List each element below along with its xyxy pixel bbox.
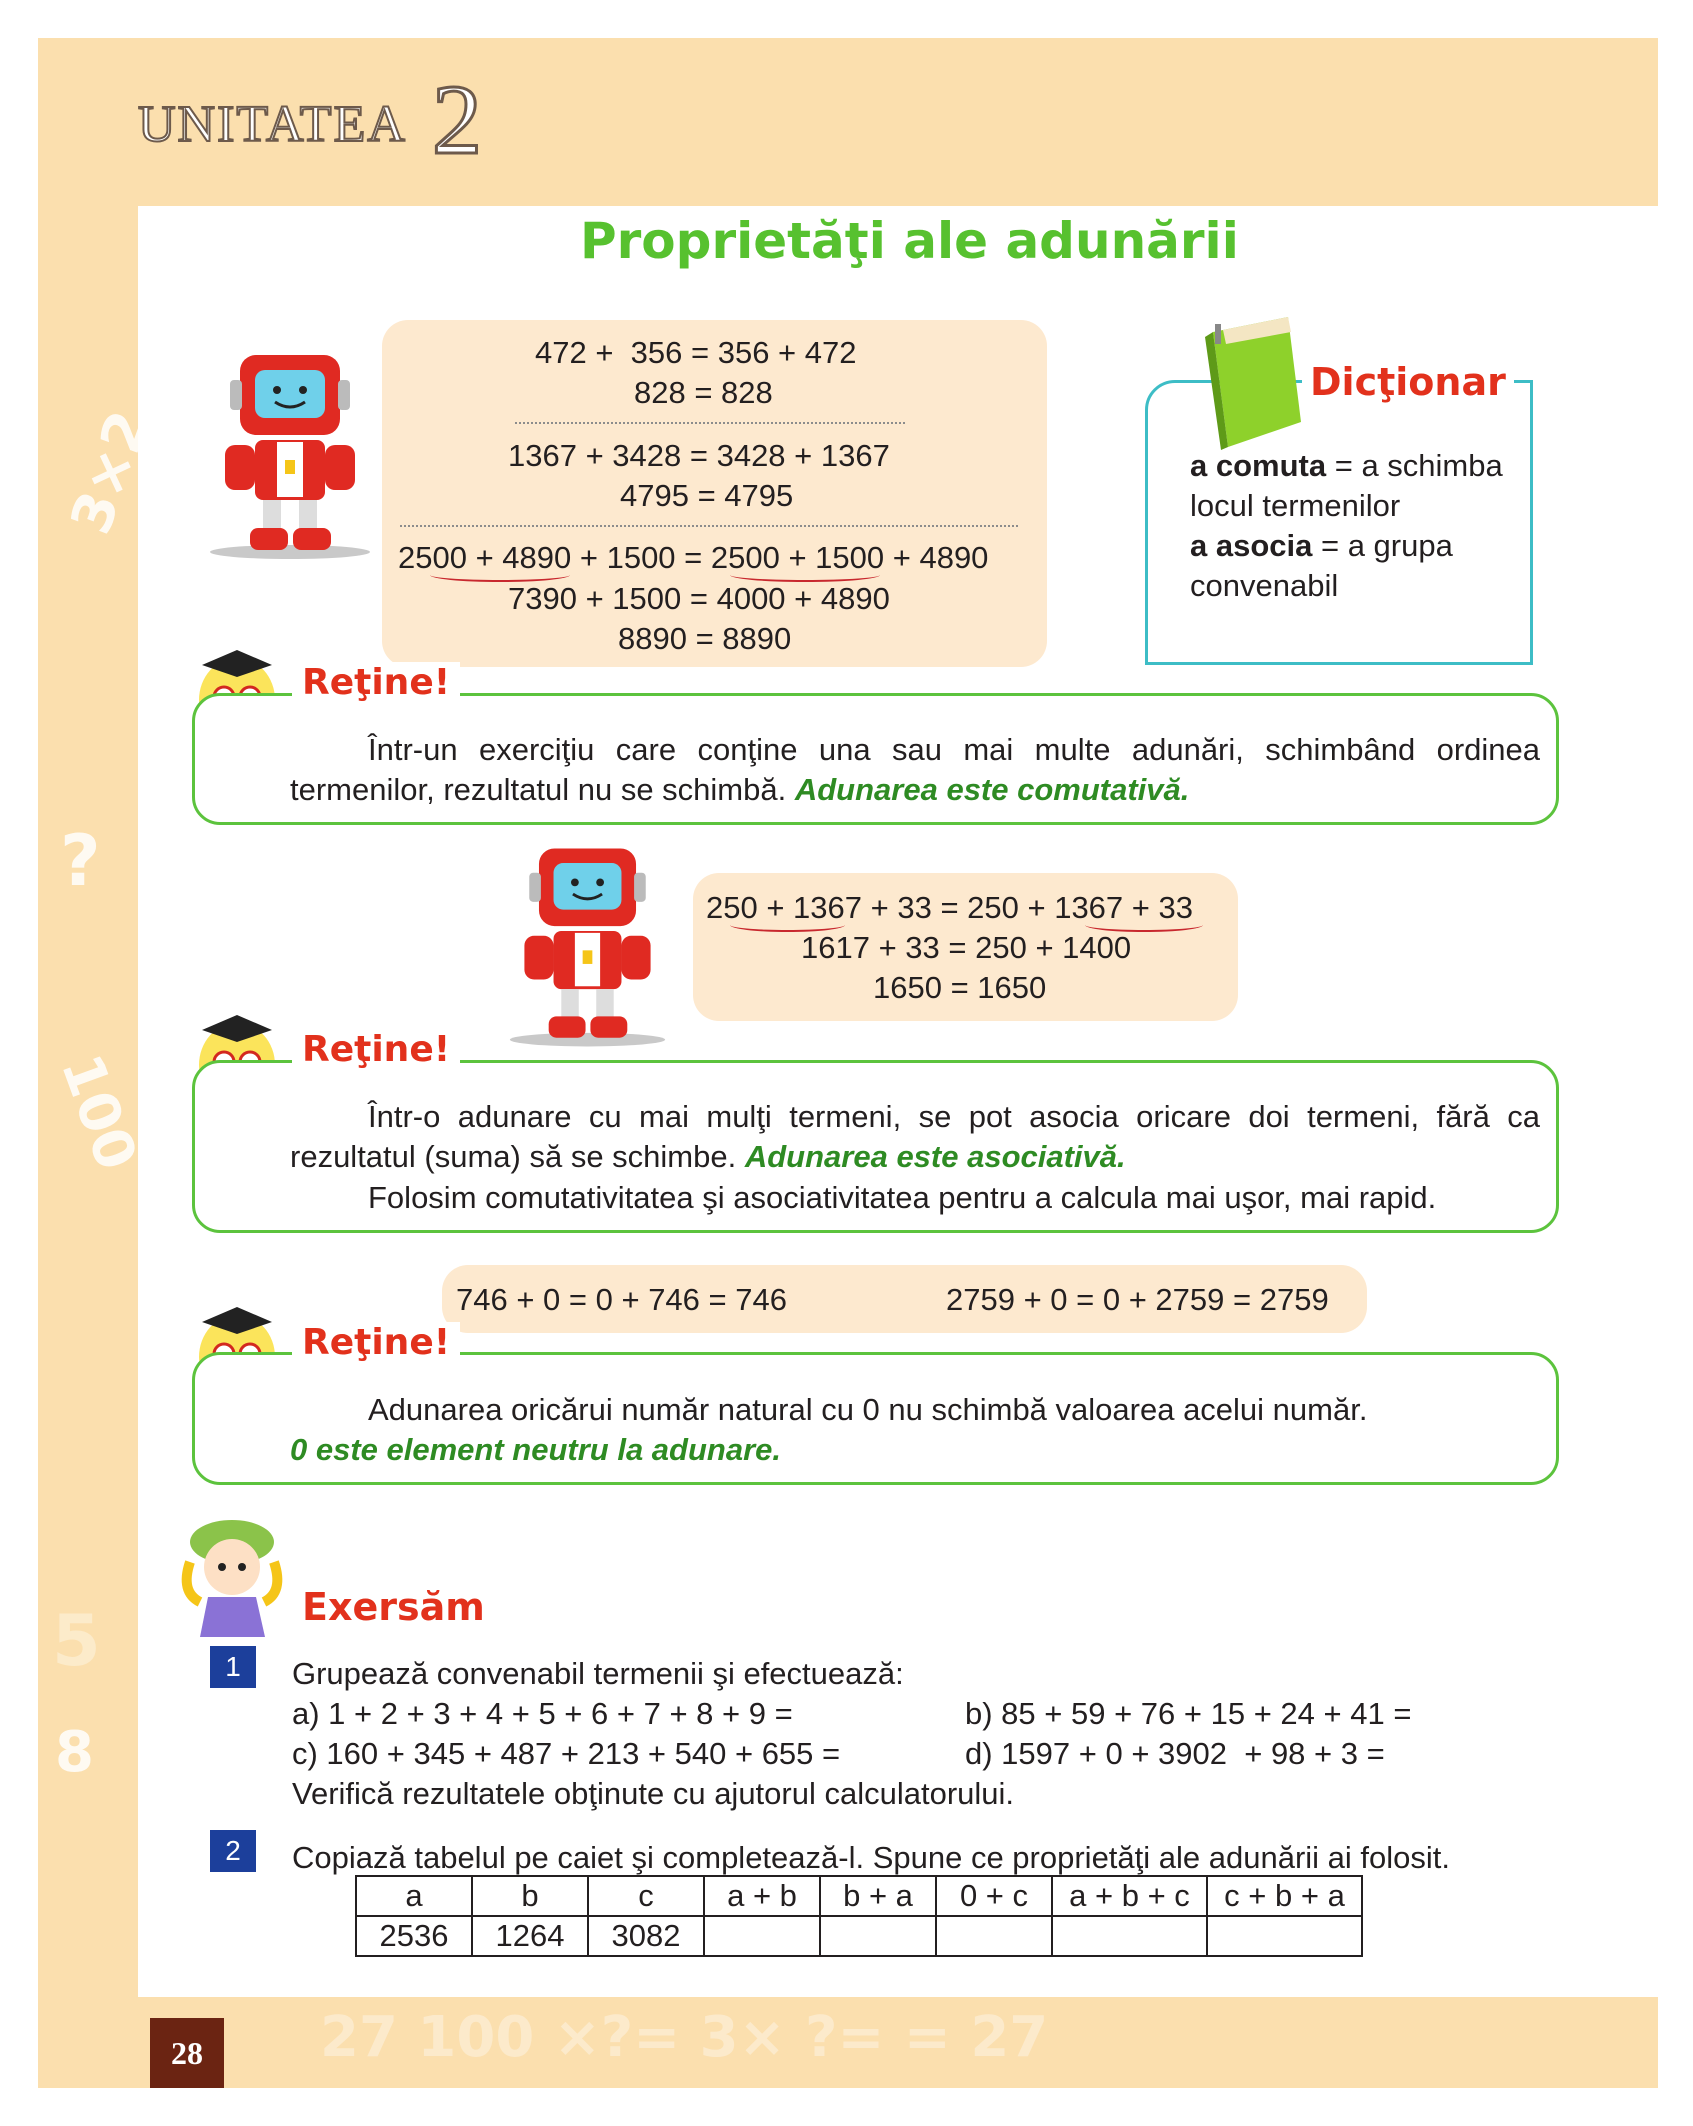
unit-number: 2 (432, 64, 482, 175)
table-cell (820, 1916, 936, 1956)
rule-heading: Reţine! (292, 662, 460, 703)
dictionary-def-comuta: locul termenilor (1190, 488, 1401, 523)
girl-mascot-icon (170, 1512, 295, 1642)
decorative-8-icon: 8 (55, 1720, 94, 1785)
equation-line: 8890 = 8890 (618, 621, 792, 656)
dictionary-def-asocia: convenabil (1190, 568, 1339, 603)
equation-line: 828 = 828 (634, 375, 773, 410)
grouping-arc (730, 568, 880, 582)
rule-text-usage: Folosim comutativitatea şi asociativitatea pentru a calcula mai uşor, mai rapid. (368, 1180, 1437, 1215)
table-header-cell: a (356, 1876, 472, 1916)
table-cell (1207, 1916, 1362, 1956)
robot-icon (205, 350, 375, 560)
decorative-bottom-numbers-icon: 27 100 ×?= 3× ?= = 27 (320, 2005, 1049, 2070)
exercise-number: 2 (210, 1830, 256, 1872)
equation-line: 1367 + 3428 = 3428 + 1367 (508, 438, 890, 473)
exercises-heading: Exersăm (302, 1585, 485, 1629)
equation-line: 472 + 356 = 356 + 472 (535, 335, 857, 370)
equation-line: 4795 = 4795 (620, 478, 794, 513)
robot-icon (505, 843, 670, 1048)
table-header-cell: 0 + c (936, 1876, 1052, 1916)
table-header-cell: a + b (704, 1876, 820, 1916)
rule-emphasis-neutral: 0 este element neutru la adunare. (290, 1432, 782, 1467)
table-cell: 1264 (472, 1916, 588, 1956)
dictionary-entry-comuta: a comuta = a schimba (1190, 448, 1503, 483)
rule-text-neutral: Adunarea oricărui număr natural cu 0 nu schimbă valoarea acelui număr. (368, 1392, 1368, 1427)
exercise-prompt: Grupează convenabil termenii şi efectuează: (292, 1656, 904, 1691)
equation-line: 250 + 1367 + 33 = 250 + 1367 + 33 (706, 890, 1193, 925)
divider (400, 525, 1018, 527)
rule-text-associative: Într-o adunare cu mai mulţi termeni, se pot asocia oricare doi termeni, fără ca rezultatul (suma) să se schimbe. Adunarea este asociativă. (290, 1099, 1540, 1174)
exercise-prompt: Copiază tabelul pe caiet şi completează-l. Spune ce proprietăţi ale adunării ai folosit. (292, 1840, 1451, 1875)
exercise-item-b: b) 85 + 59 + 76 + 15 + 24 + 41 = (965, 1696, 1412, 1731)
green-book-icon (1193, 312, 1308, 452)
table-header-cell: b (472, 1876, 588, 1916)
rule-heading: Reţine! (292, 1029, 460, 1070)
dictionary-entry-asocia: a asocia = a grupa (1190, 528, 1453, 563)
table-cell: 2536 (356, 1916, 472, 1956)
equation-line: 2500 + 4890 + 1500 = 2500 + 1500 + 4890 (398, 540, 989, 575)
dictionary-title: Dicţionar (1302, 360, 1514, 404)
page-number: 28 (150, 2018, 224, 2088)
grouping-arc (430, 568, 570, 582)
page-title: Proprietăţi ale adunării (580, 212, 1239, 270)
decorative-math-symbols-icon: 3×2 (58, 402, 163, 543)
equation-line: 1617 + 33 = 250 + 1400 (801, 930, 1132, 965)
unit-label: UNITATEA (138, 96, 407, 153)
exercise-item-a: a) 1 + 2 + 3 + 4 + 5 + 6 + 7 + 8 + 9 = (292, 1696, 793, 1731)
equation-neutral-left: 746 + 0 = 0 + 746 = 746 (456, 1282, 787, 1317)
exercise-item-c: c) 160 + 345 + 487 + 213 + 540 + 655 = (292, 1736, 841, 1771)
decorative-100-icon: 100 (47, 1046, 149, 1179)
table-cell (1052, 1916, 1207, 1956)
table-cell (704, 1916, 820, 1956)
equation-line: 7390 + 1500 = 4000 + 4890 (508, 581, 890, 616)
rule-heading: Reţine! (292, 1322, 460, 1363)
rule-text-commutative: Într-un exerciţiu care conţine una sau mai multe adunări, schimbând ordinea termenilor, rezultatul nu se schimbă. Adunarea este comutativă. (290, 732, 1540, 807)
table-header-cell: a + b + c (1052, 1876, 1207, 1916)
table-header-cell: c (588, 1876, 704, 1916)
table-cell: 3082 (588, 1916, 704, 1956)
exercise-number: 1 (210, 1646, 256, 1688)
decorative-question-icon: ? (60, 820, 101, 902)
properties-table (355, 1875, 1363, 1957)
equation-line: 1650 = 1650 (873, 970, 1047, 1005)
exercise-verify: Verifică rezultatele obţinute cu ajutorul calculatorului. (292, 1776, 1015, 1811)
table-header-cell: b + a (820, 1876, 936, 1916)
decorative-5-icon: 5 (52, 1600, 101, 1682)
divider (515, 422, 905, 424)
table-header-cell: c + b + a (1207, 1876, 1362, 1916)
table-cell (936, 1916, 1052, 1956)
table-header-row (356, 1876, 1362, 1916)
equation-neutral-right: 2759 + 0 = 0 + 2759 = 2759 (946, 1282, 1329, 1317)
exercise-item-d: d) 1597 + 0 + 3902 + 98 + 3 = (965, 1736, 1385, 1771)
table-row (356, 1916, 1362, 1956)
